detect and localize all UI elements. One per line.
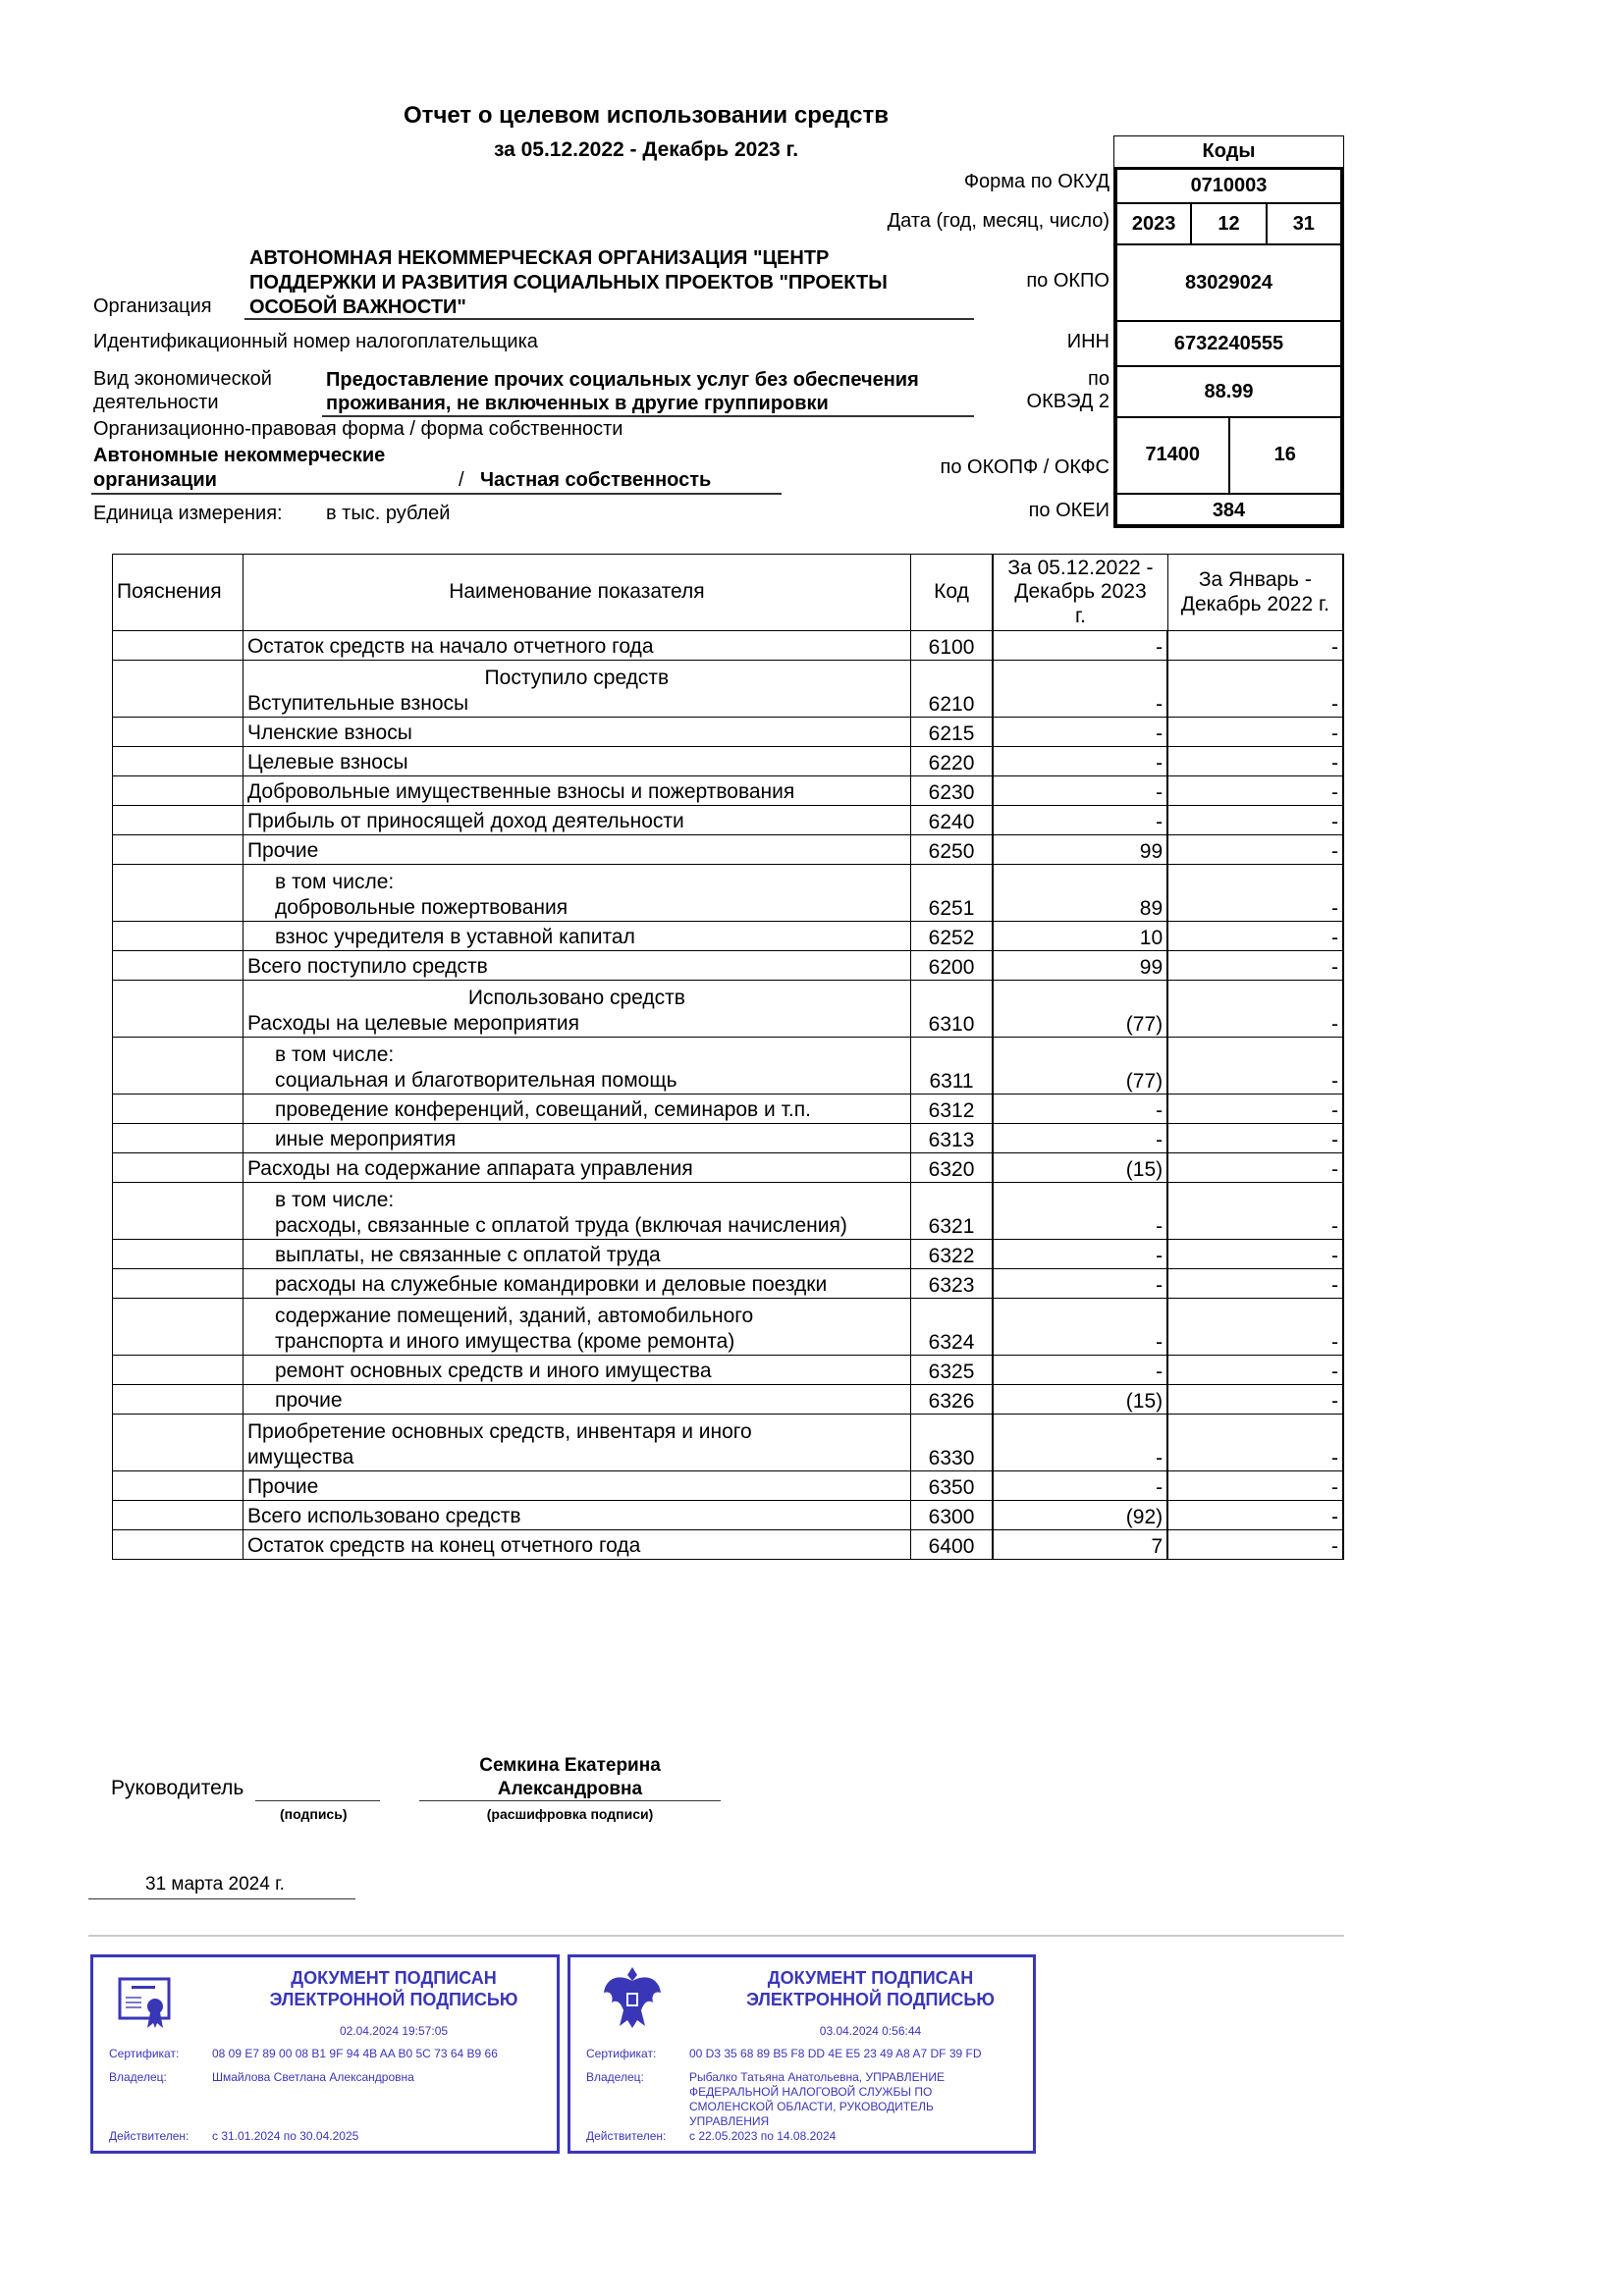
date-month: 12 — [1190, 204, 1265, 243]
stamp-cert-label: Сертификат: — [109, 2047, 180, 2060]
row-current-value: - — [993, 1471, 1167, 1501]
table-row — [113, 1038, 1344, 1095]
row-code: 6251 — [910, 865, 993, 922]
row-name — [243, 1038, 910, 1095]
row-current-value: 99 — [993, 951, 1167, 981]
row-notes — [113, 951, 244, 981]
row-current-value: - — [993, 1269, 1167, 1299]
row-code: 6312 — [910, 1095, 993, 1124]
table-row — [113, 835, 1344, 865]
row-subheading: Приобретение основных средств, инвентаря и иного — [246, 1419, 752, 1443]
row-name — [243, 1153, 910, 1183]
row-previous-value: - — [1167, 865, 1343, 922]
row-notes — [113, 922, 244, 951]
row-current-value: (77) — [993, 1038, 1167, 1095]
unit-value: в тыс. рублей — [326, 503, 451, 524]
table-row — [113, 806, 1344, 835]
stamp-valid: с 22.05.2023 по 14.08.2024 — [689, 2129, 837, 2143]
row-notes — [113, 865, 244, 922]
row-name — [243, 1501, 910, 1530]
row-label: Всего использовано средств — [246, 1504, 521, 1527]
row-code: 6330 — [910, 1415, 993, 1471]
row-previous-value: - — [1167, 806, 1343, 835]
row-name — [243, 922, 910, 951]
org-name-line: АВТОНОМНАЯ НЕКОММЕРЧЕСКАЯ ОРГАНИЗАЦИЯ "ЦЕНТР — [249, 247, 830, 269]
row-previous-value: - — [1167, 718, 1343, 747]
sign-date: 31 марта 2024 г. — [145, 1874, 285, 1895]
row-previous-value: - — [1167, 1038, 1343, 1095]
stamp-title: ЭЛЕКТРОННОЙ ПОДПИСЬЮ — [746, 1990, 995, 2009]
row-notes — [113, 1385, 244, 1415]
row-previous-value: - — [1167, 1299, 1343, 1356]
row-name — [243, 776, 910, 806]
row-subheading: в том числе: — [274, 1042, 395, 1066]
okved-label-2: ОКВЭД 2 — [1026, 391, 1110, 412]
row-previous-value: - — [1167, 951, 1343, 981]
row-current-value: - — [993, 1183, 1167, 1240]
col-header-previous: За Январь - Декабрь 2022 г. — [1167, 555, 1343, 631]
signer-role: Руководитель — [111, 1777, 244, 1799]
row-notes — [113, 747, 244, 776]
row-name — [243, 1356, 910, 1385]
col-header-current: За 05.12.2022 - Декабрь 2023 г. — [993, 555, 1167, 631]
row-previous-value: - — [1167, 1124, 1343, 1153]
signer-name — [419, 1754, 721, 1801]
row-current-value: (77) — [993, 981, 1167, 1038]
row-code: 6324 — [910, 1299, 993, 1356]
row-notes — [113, 1095, 244, 1124]
activity-value — [326, 368, 919, 415]
row-label: социальная и благотворительная помощь — [274, 1068, 677, 1092]
row-notes — [113, 776, 244, 806]
row-previous-value: - — [1167, 1356, 1343, 1385]
row-subheading: содержание помещений, зданий, автомобильного — [274, 1304, 754, 1327]
report-title: Отчет о целевом использовании средств — [404, 102, 889, 129]
row-name — [243, 631, 910, 661]
row-previous-value: - — [1167, 631, 1343, 661]
row-code: 6252 — [910, 922, 993, 951]
row-current-value: 99 — [993, 835, 1167, 865]
row-code: 6320 — [910, 1153, 993, 1183]
row-code: 6300 — [910, 1501, 993, 1530]
row-current-value: - — [993, 776, 1167, 806]
org-name — [249, 246, 888, 320]
row-label: Остаток средств на начало отчетного года — [246, 634, 654, 658]
signer-name-line: Александровна — [497, 1779, 643, 1799]
row-name — [243, 1183, 910, 1240]
stamp-title: ЭЛЕКТРОННОЙ ПОДПИСЬЮ — [269, 1990, 518, 2009]
row-name — [243, 835, 910, 865]
row-name — [243, 1124, 910, 1153]
row-notes — [113, 835, 244, 865]
table-row — [113, 776, 1344, 806]
okpo-label: по ОКПО — [1026, 270, 1110, 292]
stamp-title: ДОКУМЕНТ ПОДПИСАН — [767, 1968, 974, 1988]
row-label: Добровольные имущественные взносы и пожертвования — [246, 779, 795, 803]
row-code: 6100 — [910, 631, 993, 661]
row-label: расходы на служебные командировки и деловые поездки — [274, 1272, 828, 1296]
row-current-value: - — [993, 661, 1167, 718]
coat-of-arms-icon — [598, 1963, 667, 2032]
table-row — [113, 631, 1344, 661]
row-label: имущества — [246, 1445, 354, 1468]
row-notes — [113, 1038, 244, 1095]
row-previous-value: - — [1167, 747, 1343, 776]
row-code: 6215 — [910, 718, 993, 747]
table-row — [113, 1299, 1344, 1356]
row-label: Целевые взносы — [246, 750, 408, 774]
row-code: 6326 — [910, 1385, 993, 1415]
row-notes — [113, 1415, 244, 1471]
legal-form-line2: организации — [93, 469, 217, 491]
org-name-line: ОСОБОЙ ВАЖНОСТИ" — [249, 296, 466, 318]
row-code: 6210 — [910, 661, 993, 718]
row-name — [243, 1299, 910, 1356]
row-previous-value: - — [1167, 1269, 1343, 1299]
unit-label: Единица измерения: — [93, 503, 283, 524]
table-row — [113, 1095, 1344, 1124]
table-row — [113, 1153, 1344, 1183]
table-row — [113, 1183, 1344, 1240]
table-row — [113, 1356, 1344, 1385]
row-notes — [113, 1471, 244, 1501]
row-previous-value: - — [1167, 1095, 1343, 1124]
okud-code: 0710003 — [1114, 167, 1343, 202]
row-name — [243, 865, 910, 922]
row-code: 6311 — [910, 1038, 993, 1095]
okopf-label: по ОКОПФ / ОКФС — [940, 456, 1110, 478]
okfs-code: 16 — [1228, 418, 1341, 493]
row-current-value: - — [993, 1356, 1167, 1385]
row-name — [243, 981, 910, 1038]
row-current-value: - — [993, 1240, 1167, 1269]
table-row — [113, 1269, 1344, 1299]
row-subheading: Использовано средств — [467, 986, 685, 1009]
report-table — [112, 554, 1344, 1560]
table-row — [113, 1501, 1344, 1530]
row-label: Прочие — [246, 838, 319, 862]
row-previous-value: - — [1167, 1385, 1343, 1415]
row-name — [243, 718, 910, 747]
row-label: Всего поступило средств — [246, 954, 488, 978]
row-notes — [113, 1269, 244, 1299]
row-code: 6350 — [910, 1471, 993, 1501]
table-row — [113, 1240, 1344, 1269]
row-previous-value: - — [1167, 1471, 1343, 1501]
stamp-cert: 00 D3 35 68 89 B5 F8 DD 4E E5 23 49 A8 A7 DF 39 FD — [689, 2047, 982, 2060]
row-notes — [113, 981, 244, 1038]
row-name — [243, 951, 910, 981]
row-previous-value: - — [1167, 922, 1343, 951]
row-current-value: - — [993, 1124, 1167, 1153]
row-notes — [113, 1183, 244, 1240]
okved-code: 88.99 — [1114, 365, 1343, 416]
row-label: транспорта и иного имущества (кроме ремонта) — [274, 1329, 735, 1353]
row-current-value: - — [993, 1415, 1167, 1471]
table-row — [113, 1530, 1344, 1560]
row-name — [243, 806, 910, 835]
signature-stamp-1 — [90, 1954, 560, 2154]
activity-label-1: Вид экономической — [93, 368, 272, 390]
table-row — [113, 951, 1344, 981]
row-label: выплаты, не связанные с оплатой труда — [274, 1243, 661, 1266]
row-name — [243, 1471, 910, 1501]
row-notes — [113, 1299, 244, 1356]
row-name — [243, 1415, 910, 1471]
row-code: 6250 — [910, 835, 993, 865]
table-row — [113, 922, 1344, 951]
okved-label-1: по — [1088, 368, 1110, 390]
row-label: Расходы на целевые мероприятия — [246, 1011, 580, 1035]
row-notes — [113, 718, 244, 747]
row-code: 6230 — [910, 776, 993, 806]
row-code: 6322 — [910, 1240, 993, 1269]
row-label: Остаток средств на конец отчетного года — [246, 1533, 641, 1557]
row-code: 6310 — [910, 981, 993, 1038]
row-notes — [113, 1124, 244, 1153]
inn-code: 6732240555 — [1114, 320, 1343, 365]
table-row — [113, 718, 1344, 747]
stamp-owner-label: Владелец: — [109, 2070, 167, 2084]
date-label: Дата (год, месяц, число) — [887, 210, 1110, 232]
inn-text: Идентификационный номер налогоплательщика — [93, 331, 538, 352]
okud-label: Форма по ОКУД — [963, 171, 1110, 192]
table-row — [113, 1415, 1344, 1471]
row-current-value: - — [993, 631, 1167, 661]
stamp-valid-label: Действителен: — [586, 2129, 667, 2143]
stamp-owner: Шмайлова Светлана Александровна — [212, 2070, 414, 2084]
row-label: иные мероприятия — [274, 1127, 457, 1150]
row-code: 6323 — [910, 1269, 993, 1299]
row-current-value: - — [993, 806, 1167, 835]
table-row — [113, 981, 1344, 1038]
row-label: добровольные пожертвования — [274, 895, 568, 919]
row-label: взнос учредителя в уставной капитал — [274, 925, 635, 948]
row-previous-value: - — [1167, 835, 1343, 865]
row-current-value: 89 — [993, 865, 1167, 922]
row-previous-value: - — [1167, 1530, 1343, 1560]
decode-caption: (расшифровка подписи) — [486, 1806, 654, 1822]
row-label: прочие — [274, 1388, 343, 1412]
signature-stamp-2 — [568, 1954, 1036, 2154]
row-previous-value: - — [1167, 1183, 1343, 1240]
stamp-datetime: 03.04.2024 0:56:44 — [819, 2024, 922, 2038]
row-notes — [113, 1153, 244, 1183]
row-code: 6220 — [910, 747, 993, 776]
signer-name-line: Семкина Екатерина — [479, 1755, 661, 1776]
table-row — [113, 661, 1344, 718]
stamp-owner-label: Владелец: — [586, 2070, 644, 2084]
row-notes — [113, 1356, 244, 1385]
row-previous-value: - — [1167, 1153, 1343, 1183]
activity-line: Предоставление прочих социальных услуг без обеспечения — [326, 369, 919, 391]
row-current-value: (15) — [993, 1153, 1167, 1183]
sign-caption: (подпись) — [280, 1806, 348, 1822]
row-subheading: в том числе: — [274, 1188, 395, 1211]
certificate-icon — [118, 1977, 177, 2036]
col-header-code: Код — [910, 555, 993, 631]
stamp-owner: Рыбалко Татьяна Анатольевна, УПРАВЛЕНИЕ ФЕДЕРАЛЬНОЙ НАЛОГОВОЙ СЛУЖБЫ ПО СМОЛЕНСКОЙ ОБЛАСТИ, РУКОВОДИТЕЛЬ УПРАВЛЕНИЯ — [689, 2070, 945, 2128]
okpo-code: 83029024 — [1114, 243, 1343, 320]
form-label: Организационно-правовая форма / форма собственности — [93, 418, 623, 440]
row-code: 6313 — [910, 1124, 993, 1153]
activity-label-2: деятельности — [93, 392, 219, 413]
row-subheading: Поступило средств — [484, 666, 670, 689]
col-header-name: Наименование показателя — [243, 555, 910, 631]
row-previous-value: - — [1167, 661, 1343, 718]
okei-label: по ОКЕИ — [1028, 500, 1110, 521]
row-label: Вступительные взносы — [246, 691, 469, 715]
okei-code: 384 — [1114, 493, 1343, 527]
date-day: 31 — [1266, 204, 1340, 243]
ownership-form: Частная собственность — [480, 469, 712, 491]
row-label: расходы, связанные с оплатой труда (включая начисления) — [274, 1213, 847, 1237]
row-notes — [113, 806, 244, 835]
row-current-value: (92) — [993, 1501, 1167, 1530]
stamp-datetime: 02.04.2024 19:57:05 — [339, 2024, 449, 2038]
row-name — [243, 1385, 910, 1415]
row-previous-value: - — [1167, 981, 1343, 1038]
row-previous-value: - — [1167, 776, 1343, 806]
row-code: 6240 — [910, 806, 993, 835]
row-notes — [113, 1530, 244, 1560]
table-row — [113, 865, 1344, 922]
row-previous-value: - — [1167, 1240, 1343, 1269]
col-header-notes: Пояснения — [113, 555, 244, 631]
codes-box — [1113, 135, 1344, 528]
row-name — [243, 1530, 910, 1560]
row-subheading: в том числе: — [274, 870, 395, 893]
row-current-value: 7 — [993, 1530, 1167, 1560]
date-year: 2023 — [1131, 212, 1176, 235]
legal-form-line1: Автономные некоммерческие — [93, 445, 386, 466]
row-previous-value: - — [1167, 1501, 1343, 1530]
stamp-valid: с 31.01.2024 по 30.04.2025 — [212, 2129, 359, 2143]
row-name — [243, 661, 910, 718]
row-current-value: 10 — [993, 922, 1167, 951]
row-name — [243, 1240, 910, 1269]
row-current-value: - — [993, 1299, 1167, 1356]
row-label: ремонт основных средств и иного имущества — [274, 1359, 712, 1382]
row-label: Расходы на содержание аппарата управления — [246, 1156, 693, 1180]
row-current-value: (15) — [993, 1385, 1167, 1415]
row-current-value: - — [993, 747, 1167, 776]
row-notes — [113, 1240, 244, 1269]
activity-line: проживания, не включенных в другие группировки — [326, 393, 829, 414]
row-label: Прибыль от приносящей доход деятельности — [246, 809, 684, 832]
inn-label: ИНН — [1066, 331, 1110, 352]
row-code: 6200 — [910, 951, 993, 981]
stamp-title: ДОКУМЕНТ ПОДПИСАН — [291, 1968, 497, 1988]
report-period: за 05.12.2022 - Декабрь 2023 г. — [493, 138, 799, 161]
row-label: проведение конференций, совещаний, семинаров и т.п. — [274, 1097, 811, 1121]
row-code: 6325 — [910, 1356, 993, 1385]
row-name — [243, 1269, 910, 1299]
stamp-cert-label: Сертификат: — [586, 2047, 657, 2060]
row-label: Прочие — [246, 1474, 319, 1498]
stamp-cert: 08 09 E7 89 00 08 B1 9F 94 4B AA B0 5C 73 64 B9 66 — [212, 2047, 498, 2060]
table-row — [113, 747, 1344, 776]
row-name — [243, 1095, 910, 1124]
row-notes — [113, 661, 244, 718]
row-notes — [113, 1501, 244, 1530]
row-notes — [113, 631, 244, 661]
table-row — [113, 1385, 1344, 1415]
form-separator: / — [459, 469, 464, 491]
row-label: Членские взносы — [246, 721, 412, 744]
row-code: 6400 — [910, 1530, 993, 1560]
codes-header: Коды — [1202, 140, 1256, 162]
row-name — [243, 747, 910, 776]
org-label: Организация — [93, 295, 212, 317]
table-row — [113, 1471, 1344, 1501]
table-row — [113, 1124, 1344, 1153]
org-name-line: ПОДДЕРЖКИ И РАЗВИТИЯ СОЦИАЛЬНЫХ ПРОЕКТОВ "ПРОЕКТЫ — [249, 272, 888, 294]
row-code: 6321 — [910, 1183, 993, 1240]
row-current-value: - — [993, 718, 1167, 747]
row-previous-value: - — [1167, 1415, 1343, 1471]
stamp-valid-label: Действителен: — [109, 2129, 189, 2143]
row-current-value: - — [993, 1095, 1167, 1124]
okopf-code: 71400 — [1145, 444, 1201, 465]
